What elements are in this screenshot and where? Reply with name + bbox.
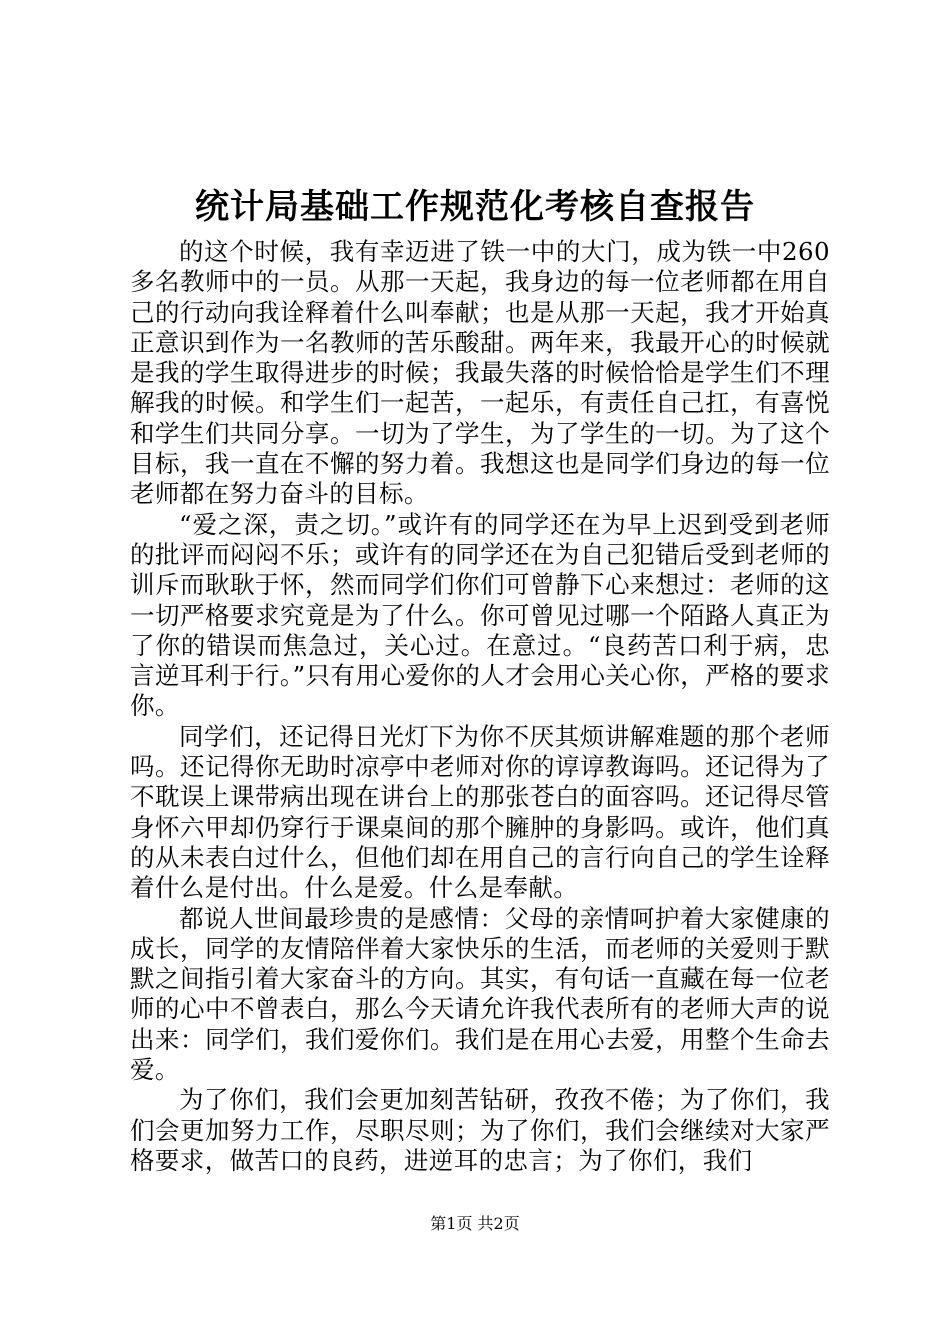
document-title: 统计局基础工作规范化考核自查报告 xyxy=(195,187,755,227)
paragraph-2: “爱之深，责之切。”或许有的同学还在为早上迟到受到老师的批评而闷闷不乐；或许有的同学还在为自己犯错后受到老师的训斥而耿耿于怀，然而同学们你们可曾静下心来想过：老师的这一切严格要求究竟是为了什么。你可曾见过哪一个陌路人真正为了你的错误而焦急过，关心过。在意过。“良药苦口利于病，忠言逆耳利于行。”只有用心爱你的人才会用心关心你，严格的要求你。 xyxy=(130,509,830,721)
paragraph-1: 的这个时候，我有幸迈进了铁一中的大门，成为铁一中260多名教师中的一员。从那一天起，我身边的每一位老师都在用自己的行动向我诠释着什么叫奉献；也是从那一天起，我才开始真正意识到作为一名教师的苦乐酸甜。两年来，我最开心的时候就是我的学生取得进步的时候；我最失落的时候恰恰是学生们不理解我的时候。和学生们一起苦，一起乐，有责任自己扛，有喜悦和学生们共同分享。一切为了学生，为了学生的一切。为了这个目标，我一直在不懈的努力着。我想这也是同学们身边的每一位老师都在努力奋斗的目标。 xyxy=(130,237,830,509)
page-footer: 第1页 共2页 xyxy=(430,1214,520,1233)
paragraph-3: 同学们，还记得日光灯下为你不厌其烦讲解难题的那个老师吗。还记得你无助时凉亭中老师对你的谆谆教诲吗。还记得为了不耽误上课带病出现在讲台上的那张苍白的面容吗。还记得尽管身怀六甲却仍穿行于课桌间的那个臃肿的身影吗。或许，他们真的从未表白过什么，但他们却在用自己的言行向自己的学生诠释着什么是付出。什么是爱。什么是奉献。 xyxy=(130,721,830,903)
paragraph-4: 都说人世间最珍贵的是感情：父母的亲情呵护着大家健康的成长，同学的友情陪伴着大家快乐的生活，而老师的关爱则于默默之间指引着大家奋斗的方向。其实，有句话一直藏在每一位老师的心中不曾表白，那么今天请允许我代表所有的老师大声的说出来：同学们，我们爱你们。我们是在用心去爱，用整个生命去爱。 xyxy=(130,903,830,1085)
document-body xyxy=(130,237,830,1176)
paragraph-5: 为了你们，我们会更加刻苦钻研，孜孜不倦；为了你们，我们会更加努力工作，尽职尽则；为了你们，我们会继续对大家严格要求，做苦口的良药，进逆耳的忠言；为了你们，我们 xyxy=(130,1085,830,1175)
